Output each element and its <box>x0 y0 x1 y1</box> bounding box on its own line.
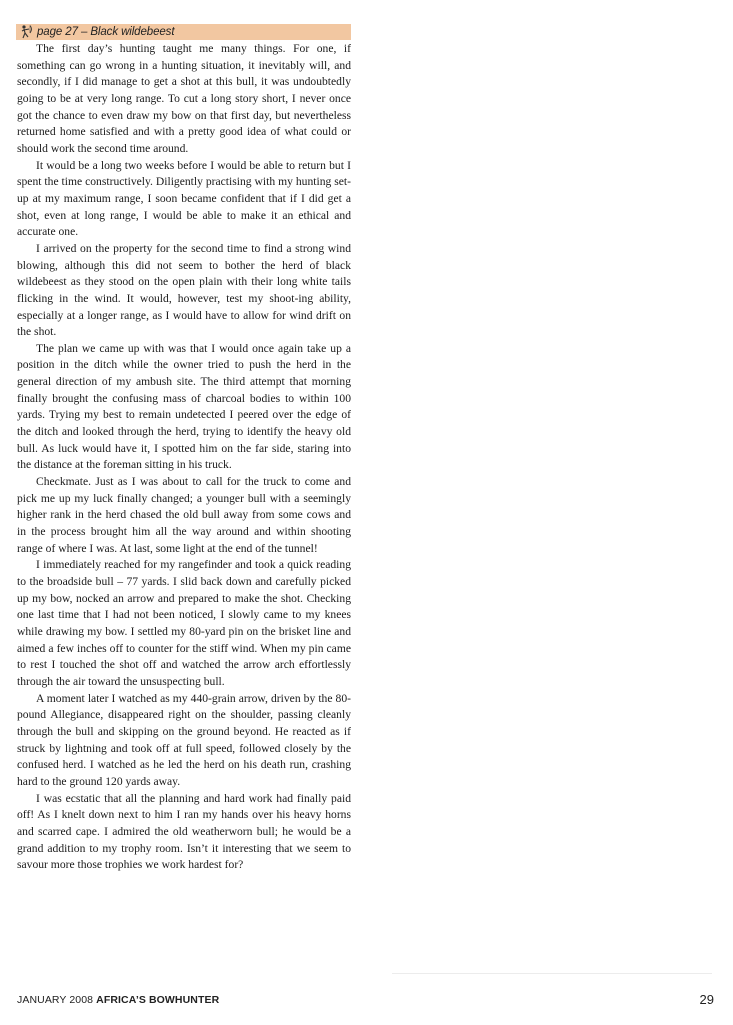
paragraph: The plan we came up with was that I would once again take up a position in the ditch while the owner tried to push the herd in the general direction of my ambush site. The third attempt that morning finally brought the confusing mass of charcoal bodies to within 100 yards. Trying my best to remain undetected I peered over the edge of the ditch and looked through the herd, trying to identify the heavy old bull. As luck would have it, I spotted him on the far side, staring into the distance at the foreman sitting in his truck. <box>17 341 351 472</box>
continuation-label: page 27 – Black wildebeest <box>37 26 175 38</box>
paragraph: I was ecstatic that all the planning and hard work had finally paid off! As I knelt down next to him I ran my hands over his heavy horns and scarred cape. I admired the old weatherworn bull; he would be a grand addition to my trophy room. Isn’t it interesting that we seem to savour more those trophies we work hardest for? <box>17 791 351 872</box>
paragraph: I immediately reached for my rangefinder and took a quick reading to the broadside bull – 77 yards. I slid back down and carefully picked up my bow, nocked an arrow and prepared to make the shot. Checking one last time that I had not been noticed, I slowly came to my knees while drawing my bow. I settled my 80-yard pin on the brisket line and aimed a few inches off to counter for the stiff wind. When my pin came to rest I touched the shot off and watched the arrow arch effortlessly through the air toward the unsuspecting bull. <box>17 558 351 688</box>
divider <box>392 973 712 974</box>
paragraph: I arrived on the property for the second time to find a strong wind blowing, although this did not seem to bother the herd of black wildebeest as they stood on the open plain with their long white tails flicking in the wind. It would, however, test my shoot-ing ability, especially at a longer range, as I would have to allow for wind drift on the shot. <box>17 241 351 339</box>
page-footer <box>17 994 219 1006</box>
paragraph: Checkmate. Just as I was about to call for the truck to come and pick me up my luck finally changed; a younger bull with a seemingly higher rank in the herd chased the old bull away from some cows and in the process brought him all the way around and within shooting range of where I was. At last, some light at the end of the tunnel! <box>17 475 351 555</box>
page-number: 29 <box>699 992 714 1007</box>
paragraph: A moment later I watched as my 440-grain arrow, driven by the 80-pound Allegiance, disappeared right on the shoulder, passing cleanly through the bull and skipping on the ground beyond. He reacted as if struck by lightning and took off at full speed, followed closely by the confused herd. I watched as he led the herd on his death run, crashing hard to the ground 120 yards away. <box>17 691 351 788</box>
archer-icon <box>19 25 35 39</box>
paragraph: The first day’s hunting taught me many things. For one, if something can go wrong in a hunting situation, it inevitably will, and secondly, if I did manage to get a shot at this bull, it was undoubtedly going to be at very long range. To cut a long story short, I never once got the chance to even draw my bow on that first day, but nevertheless returned home satisfied and with a pretty good idea of what could or should work the second time around. <box>17 42 351 155</box>
issue-date: JANUARY 2008 <box>17 994 94 1006</box>
magazine-title: AFRICA’S BOWHUNTER <box>96 994 220 1006</box>
article-body <box>17 41 351 874</box>
paragraph: It would be a long two weeks before I would be able to return but I spent the time constructively. Diligently practising with my hunting set-up at my maximum range, I soon became confident that if I did get a shot, even at long range, I would be able to make it an ethical and accurate one. <box>17 158 351 239</box>
continuation-header <box>16 24 351 40</box>
